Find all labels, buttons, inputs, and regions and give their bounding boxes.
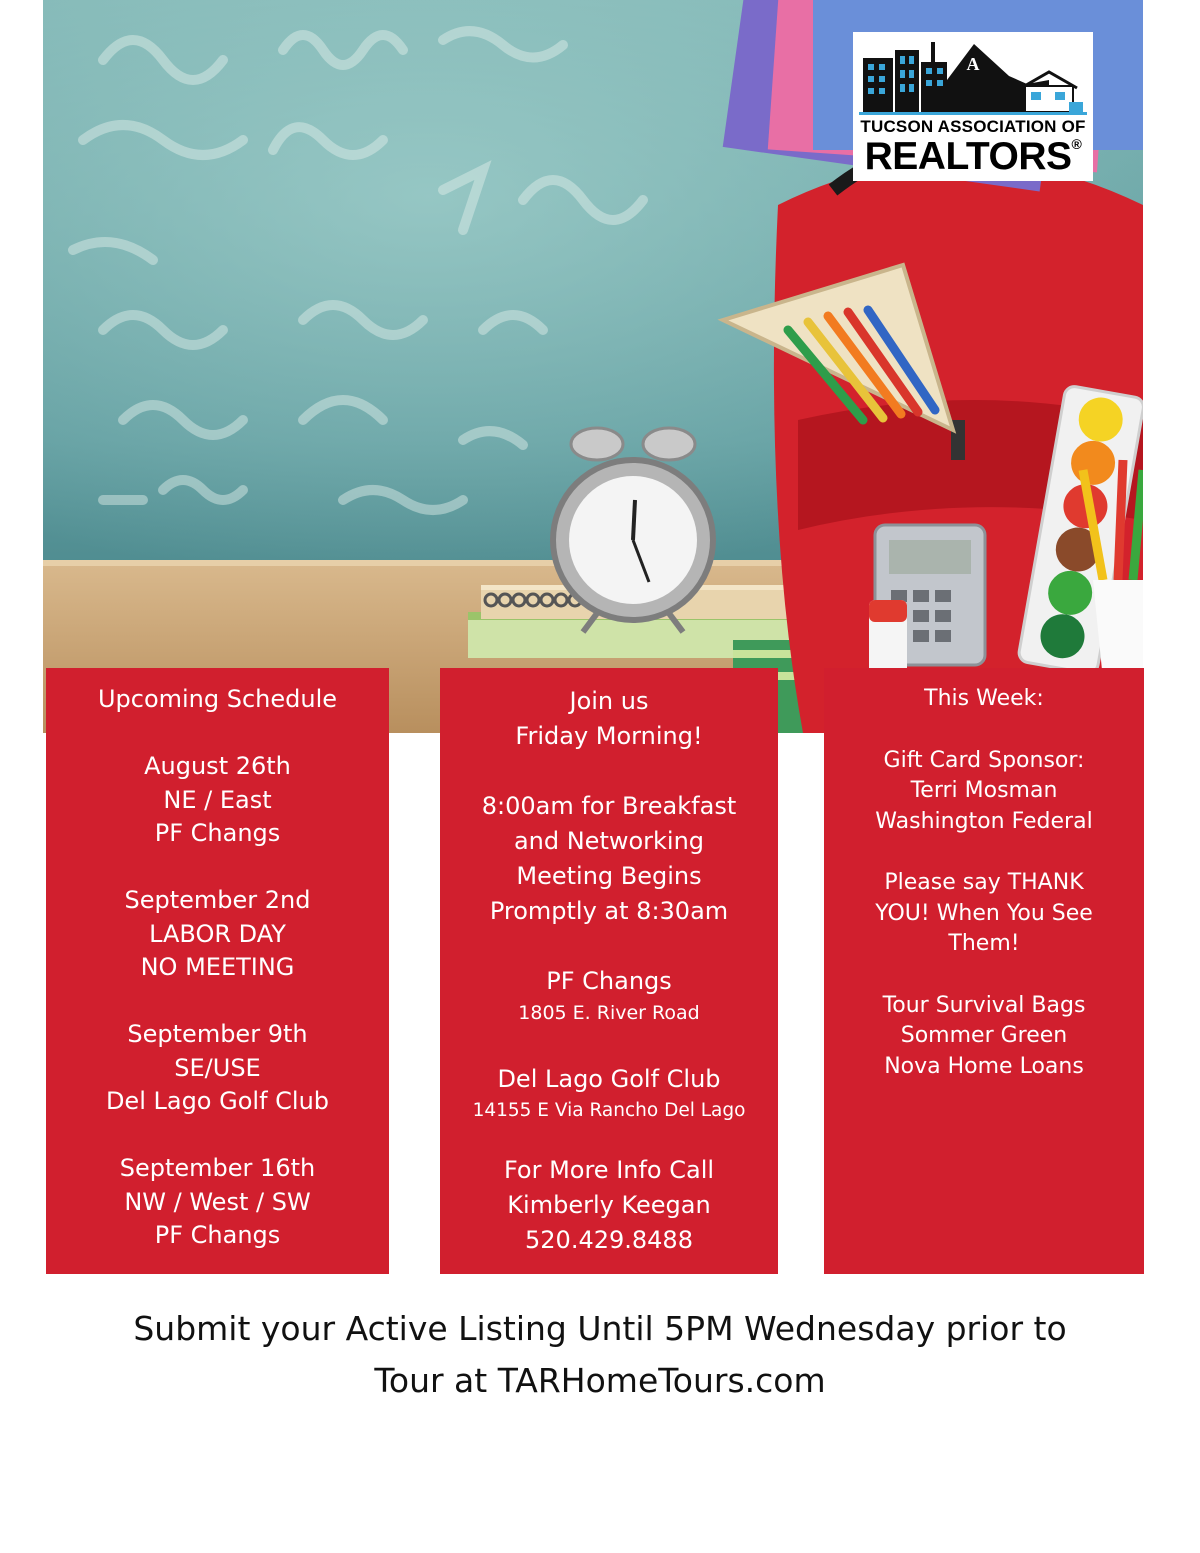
- this-week-heading: This Week:: [924, 686, 1044, 711]
- event-venue: PF Changs: [154, 819, 281, 847]
- this-week-panel: [824, 668, 1144, 1274]
- logo-line-association: TUCSON ASSOCIATION OF: [860, 117, 1086, 136]
- upcoming-schedule-panel: [46, 668, 389, 1274]
- invite-line-2: Friday Morning!: [515, 722, 703, 750]
- tar-logo: [853, 32, 1093, 181]
- city-skyline-icon: [859, 36, 1087, 116]
- schedule-event: [46, 1018, 389, 1119]
- sponsor-company: Washington Federal: [875, 808, 1093, 834]
- schedule-heading: Upcoming Schedule: [97, 685, 338, 713]
- schedule-event: [46, 884, 389, 985]
- event-venue: NO MEETING: [140, 953, 295, 981]
- thanks-line: Please say THANK: [884, 870, 1084, 895]
- bags-label: Tour Survival Bags: [882, 992, 1086, 1018]
- svg-text:A: A: [966, 54, 980, 74]
- schedule-event: [46, 750, 389, 851]
- event-date: September 16th: [119, 1154, 316, 1182]
- event-date: August 26th: [144, 752, 291, 780]
- event-area: NE / East: [163, 785, 272, 814]
- sponsor-name: Terri Mosman: [910, 778, 1058, 803]
- time-line: Meeting Begins: [516, 862, 702, 890]
- bags-sponsor-company: Nova Home Loans: [884, 1053, 1084, 1079]
- info-contact-name: Kimberly Keegan: [507, 1191, 711, 1219]
- time-line: 8:00am for Breakfast: [481, 792, 737, 820]
- event-venue: PF Changs: [154, 1221, 281, 1249]
- thanks-line: Them!: [948, 931, 1020, 956]
- time-line: and Networking: [513, 827, 705, 855]
- info-line-1: For More Info Call: [503, 1156, 715, 1184]
- time-line: Promptly at 8:30am: [489, 897, 729, 925]
- venue2-name: Del Lago Golf Club: [497, 1065, 721, 1093]
- schedule-event: [46, 1152, 389, 1253]
- venue1-name: PF Changs: [546, 967, 672, 995]
- info-phone: 520.429.8488: [525, 1226, 693, 1254]
- venue1-address: 1805 E. River Road: [518, 1002, 700, 1024]
- logo-line-realtors: REALTORS®: [864, 135, 1082, 178]
- event-date: September 2nd: [124, 886, 311, 914]
- bags-sponsor-name: Sommer Green: [900, 1023, 1068, 1048]
- footer-line-1: Submit your Active Listing Until 5PM Wednesday prior to: [133, 1309, 1067, 1348]
- footer-line-2: Tour at TARHomeTours.com: [374, 1361, 826, 1400]
- thanks-line: YOU! When You See: [875, 900, 1093, 926]
- sponsor-label: Gift Card Sponsor:: [883, 747, 1085, 773]
- registered-mark: ®: [1071, 136, 1082, 152]
- event-area: NW / West / SW: [124, 1187, 311, 1216]
- event-venue: Del Lago Golf Club: [105, 1087, 330, 1115]
- friday-meeting-panel: [440, 668, 778, 1274]
- event-area: LABOR DAY: [149, 919, 286, 948]
- venue2-address: 14155 E Via Rancho Del Lago: [472, 1100, 746, 1121]
- event-date: September 9th: [127, 1020, 308, 1048]
- invite-line-1: Join us: [569, 687, 649, 715]
- submit-listing-footer: [0, 1303, 1200, 1407]
- event-area: SE/USE: [174, 1053, 261, 1082]
